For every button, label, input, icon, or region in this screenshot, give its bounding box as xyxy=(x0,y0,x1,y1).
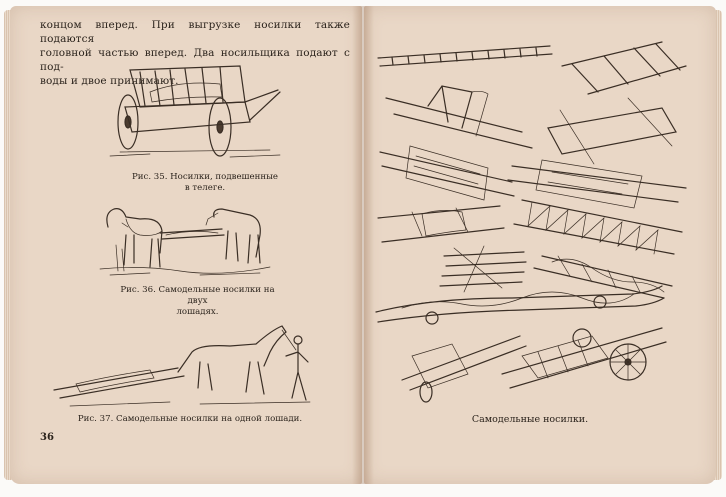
body-line: головной частью вперед. Два носильщика подают с под- xyxy=(40,47,350,73)
right-page-caption: Самодельные носилки. xyxy=(471,414,589,425)
figure-two-horses xyxy=(100,205,270,280)
book-gutter xyxy=(352,6,374,484)
figure-improvised-stretchers xyxy=(372,36,702,406)
caption-line: Рис. 35. Носилки, подвешенные xyxy=(132,172,278,182)
figure-one-horse xyxy=(50,322,320,410)
figure-37-caption: Рис. 37. Самодельные носилки на одной лошади. xyxy=(77,414,303,424)
figure-cart-stretcher xyxy=(110,62,285,167)
figure-35-caption xyxy=(130,172,280,194)
caption-line: лошадях. xyxy=(176,307,219,317)
caption-line: в телеге. xyxy=(184,183,226,193)
figure-36-caption xyxy=(110,285,285,318)
page-number: 36 xyxy=(40,432,54,443)
body-line: воды и двое принимают. xyxy=(40,75,179,87)
caption-line: Рис. 36. Самодельные носилки на двух xyxy=(120,285,275,306)
body-line: концом вперед. При выгрузке носилки также подаются xyxy=(40,19,350,45)
